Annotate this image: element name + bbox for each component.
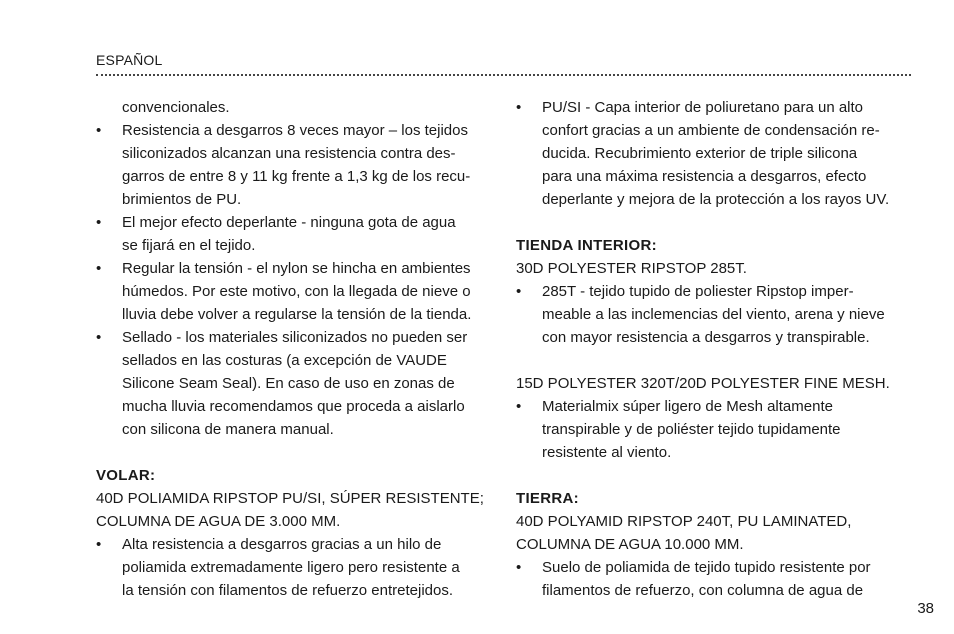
text-line: ducida. Recubrimiento exterior de triple silicona [542,145,858,162]
text-line: con mayor resistencia a desgarros y transpirable. [542,329,870,346]
section-heading-tienda-interior: TIENDA INTERIOR: [516,237,657,254]
language-header: ESPAÑOL [96,52,163,68]
text-line: con silicona de manera manual. [122,421,334,438]
intro-continuation: convencionales. [122,99,230,116]
spec-line: COLUMNA DE AGUA 10.000 MM. [516,536,744,553]
spec-line: COLUMNA DE AGUA DE 3.000 MM. [96,513,341,530]
text-line: resistente al viento. [542,444,672,461]
text-line: transpirable y de poliéster tejido tupidamente [542,421,841,438]
text-line: • PU/SI - Capa interior de poliuretano para un alto [542,99,864,116]
text-line: se fijará en el tejido. [122,237,256,254]
spec-line: 40D POLYAMID RIPSTOP 240T, PU LAMINATED, [516,513,852,530]
right-column [516,96,916,602]
list-item [96,533,496,602]
text-line: • Sellado - los materiales siliconizados no pueden ser [122,329,468,346]
text-line: sellados en las costuras (a excepción de VAUDE [122,352,447,369]
text-line: • Alta resistencia a desgarros gracias a un hilo de [122,536,442,553]
list-item [516,556,916,602]
spec-line: 30D POLYESTER RIPSTOP 285T. [516,260,747,277]
list-item [516,280,916,349]
spec-line: 40D POLIAMIDA RIPSTOP PU/SI, SÚPER RESISTENTE; [96,490,484,507]
list-item [516,96,916,211]
dotted-divider [96,74,911,76]
text-line: confort gracias a un ambiente de condensación re- [542,122,880,139]
text-line: • Suelo de poliamida de tejido tupido resistente por [542,559,871,576]
list-item [96,119,496,211]
text-line: filamentos de refuerzo, con columna de agua de [542,582,864,599]
section-heading-volar: VOLAR: [96,467,156,484]
text-line: • Materialmix súper ligero de Mesh altamente [542,398,833,415]
section-heading-tierra: TIERRA: [516,490,579,507]
text-line: • Regular la tensión - el nylon se hincha en ambientes [122,260,471,277]
text-line: garros de entre 8 y 11 kg frente a 1,3 kg de los recu- [122,168,471,185]
text-line: • 285T - tejido tupido de poliester Ripstop imper- [542,283,854,300]
list-item [96,326,496,441]
page-number: 38 [917,600,934,617]
text-line: siliconizados alcanzan una resistencia contra des- [122,145,456,162]
text-line: húmedos. Por este motivo, con la llegada de nieve o [122,283,471,300]
text-line: brimientos de PU. [122,191,242,208]
list-item [96,257,496,326]
text-line: meable a las inclemencias del viento, arena y nieve [542,306,885,323]
text-line: mucha lluvia recomendamos que proceda a aislarlo [122,398,465,415]
text-line: • Resistencia a desgarros 8 veces mayor – los tejidos [122,122,468,139]
text-line: poliamida extremadamente ligero pero resistente a [122,559,460,576]
text-line: para una máxima resistencia a desgarros, efecto [542,168,867,185]
list-item [516,395,916,464]
list-item [96,211,496,257]
text-line: • El mejor efecto deperlante - ninguna gota de agua [122,214,456,231]
text-line: la tensión con filamentos de refuerzo entretejidos. [122,582,454,599]
text-line: Silicone Seam Seal). En caso de uso en zonas de [122,375,455,392]
text-line: lluvia debe volver a regularse la tensión de la tienda. [122,306,472,323]
left-column [96,96,496,602]
spec-line: 15D POLYESTER 320T/20D POLYESTER FINE MESH. [516,375,890,392]
text-line: deperlante y mejora de la protección a los rayos UV. [542,191,890,208]
